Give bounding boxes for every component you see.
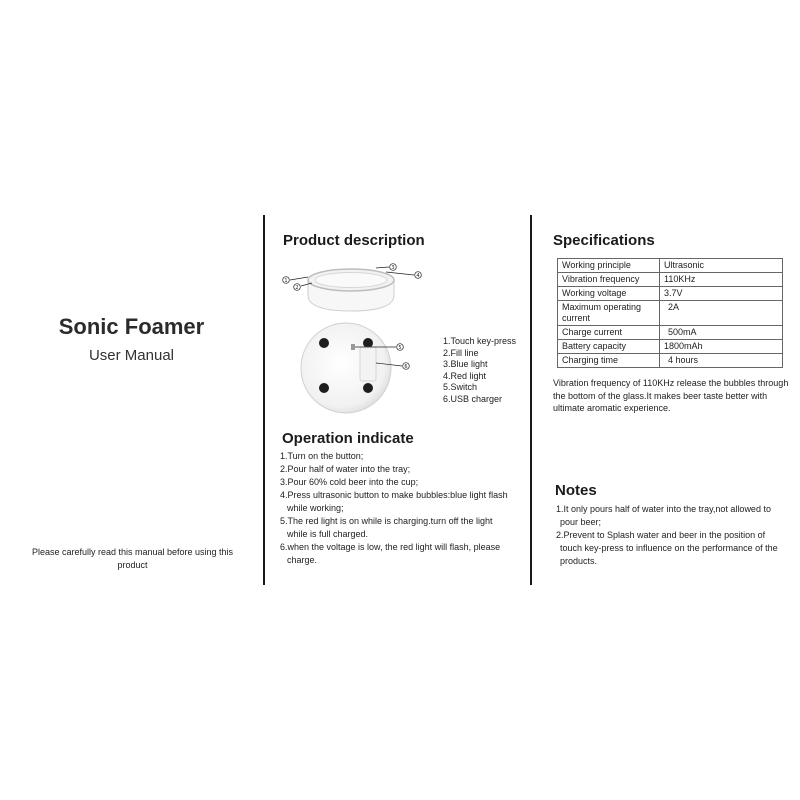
spec-value: 3.7V	[660, 287, 783, 301]
spec-description: Vibration frequency of 110KHz release the bubbles through the bottom of the glass.It makes beer taste better with ultimate aromatic experience.	[553, 378, 789, 413]
table-row	[558, 301, 783, 326]
spec-value: 4 hours	[660, 354, 783, 368]
svg-text:2: 2	[295, 285, 299, 291]
column-divider-right	[530, 215, 532, 585]
note-line: 2.Prevent to Splash water and beer in the position of	[556, 530, 766, 540]
svg-text:1: 1	[284, 278, 288, 284]
read-manual-note: Please carefully read this manual before using this product	[31, 547, 234, 570]
svg-text:6: 6	[404, 364, 408, 370]
spec-value: 2A	[660, 301, 783, 326]
product-description-heading: Product description	[283, 232, 425, 249]
spec-key: Maximum operating current	[558, 301, 660, 326]
table-row	[558, 287, 783, 301]
spec-value: 110KHz	[660, 273, 783, 287]
operation-line: 6.when the voltage is low, the red light will flash, please	[280, 542, 501, 552]
operation-line: charge.	[287, 555, 318, 565]
table-row	[558, 273, 783, 287]
operation-line: 2.Pour half of water into the tray;	[280, 464, 411, 474]
notes-heading: Notes	[555, 482, 597, 499]
table-row	[558, 340, 783, 354]
specifications-table	[557, 258, 783, 368]
notes-list	[556, 503, 791, 568]
device-base-view	[301, 323, 391, 413]
operation-line: 4.Press ultrasonic button to make bubbles:blue light flash	[280, 490, 508, 500]
note-line: 1.It only pours half of water into the tray,not allowed to	[556, 504, 771, 514]
svg-text:5: 5	[398, 345, 402, 351]
spec-value: 500mA	[660, 326, 783, 340]
product-illustration	[278, 255, 438, 415]
operation-line: 1.Turn on the button;	[280, 451, 364, 461]
column-divider-left	[263, 215, 265, 585]
svg-text:4: 4	[416, 273, 420, 279]
operation-heading: Operation indicate	[282, 430, 414, 447]
parts-legend	[443, 336, 516, 406]
spec-key: Battery capacity	[558, 340, 660, 354]
table-row	[558, 326, 783, 340]
legend-item: 6.USB charger	[443, 393, 503, 404]
device-side-view	[308, 269, 394, 311]
spec-value: Ultrasonic	[660, 259, 783, 273]
operation-line: while is full charged.	[287, 529, 369, 539]
operation-steps	[280, 450, 515, 567]
manual-subtitle: User Manual	[88, 347, 175, 364]
spec-key: Charge current	[558, 326, 660, 340]
note-line: touch key-press to influence on the performance of the	[560, 543, 778, 553]
note-line: pour beer;	[560, 517, 602, 527]
spec-value: 1800mAh	[660, 340, 783, 354]
legend-item: 1.Touch key-press	[443, 336, 517, 346]
operation-line: 5.The red light is on while is charging.turn off the light	[280, 516, 493, 526]
spec-key: Working principle	[558, 259, 660, 273]
table-row	[558, 259, 783, 273]
legend-item: 5.Switch	[443, 382, 478, 393]
legend-item: 3.Blue light	[443, 359, 488, 370]
manual-title: Sonic Foamer	[58, 314, 205, 339]
operation-line: 3.Pour 60% cold beer into the cup;	[280, 477, 419, 487]
spec-key: Vibration frequency	[558, 273, 660, 287]
specifications-heading: Specifications	[553, 232, 655, 249]
table-row	[558, 354, 783, 368]
spec-key: Working voltage	[558, 287, 660, 301]
legend-item: 4.Red light	[443, 370, 487, 381]
note-line: products.	[560, 556, 598, 566]
operation-line: while working;	[287, 503, 344, 513]
svg-text:3: 3	[391, 265, 395, 271]
legend-item: 2.Fill line	[443, 347, 479, 358]
spec-key: Charging time	[558, 354, 660, 368]
